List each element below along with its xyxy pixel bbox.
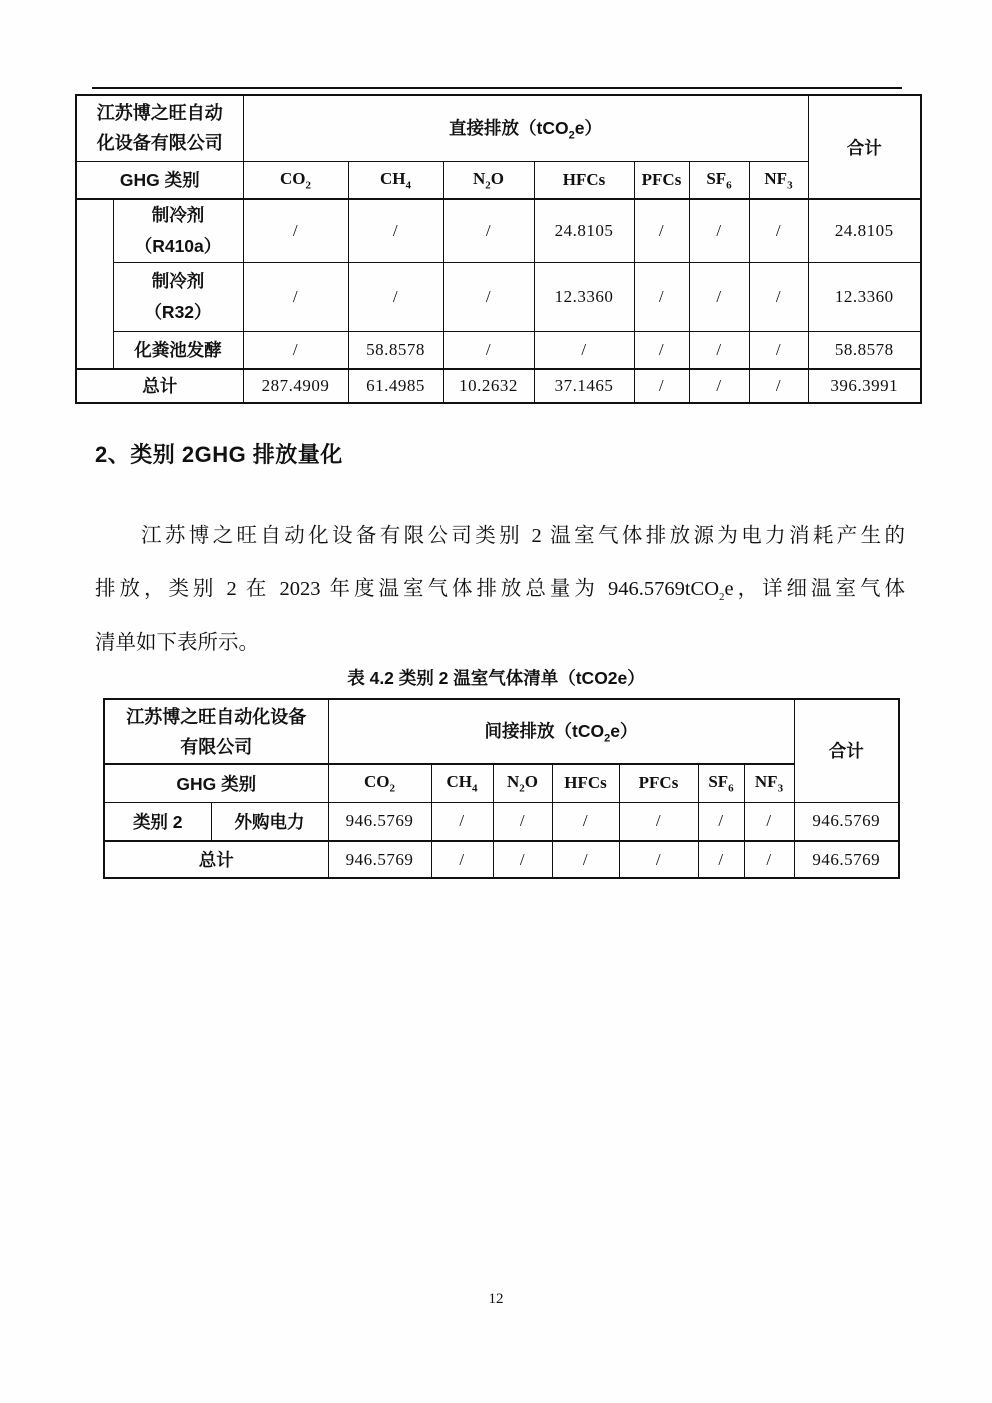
t2-span-header: 间接排放（tCO$_2$e） bbox=[328, 699, 794, 764]
t2-total-pfcs: / bbox=[619, 841, 698, 878]
t1-r3-hfcs: / bbox=[534, 332, 634, 369]
t1-r1-ch4: / bbox=[348, 199, 443, 263]
t2-r1-pfcs: / bbox=[619, 802, 698, 841]
t1-r3-nf3: / bbox=[749, 332, 808, 369]
t2-gas-co2: $CO_2$ bbox=[328, 764, 431, 802]
t2-company-line2: 有限公司 bbox=[180, 736, 253, 757]
t1-r1-hfcs: 24.8105 bbox=[534, 199, 634, 263]
t1-gas-sf6: $SF_6$ bbox=[689, 161, 749, 199]
t1-r1-n2o: / bbox=[443, 199, 534, 263]
indirect-emissions-table bbox=[103, 698, 900, 879]
t1-total-nf3: / bbox=[749, 369, 808, 403]
t2-total-sf6: / bbox=[698, 841, 744, 878]
t2-r1-sf6: / bbox=[698, 802, 744, 841]
t2-gas-sf6: $SF_6$ bbox=[698, 764, 744, 802]
t2-gas-ch4: $CH_4$ bbox=[431, 764, 493, 802]
t1-gas-n2o: $N_2O$ bbox=[443, 161, 534, 199]
t2-r1-hfcs: / bbox=[552, 802, 619, 841]
t1-r1-sf6: / bbox=[689, 199, 749, 263]
table-row bbox=[76, 332, 921, 369]
t1-r2-sf6: / bbox=[689, 263, 749, 332]
t1-total-sum: 396.3991 bbox=[808, 369, 921, 403]
table-total-row bbox=[104, 841, 899, 878]
t1-total-pfcs: / bbox=[634, 369, 689, 403]
t2-ghg-label: GHG 类别 bbox=[104, 764, 328, 802]
t1-r2-pfcs: / bbox=[634, 263, 689, 332]
direct-emissions-table bbox=[75, 94, 922, 404]
t1-total-label: 总计 bbox=[76, 369, 243, 403]
t1-ghg-label: GHG 类别 bbox=[76, 161, 243, 199]
page-number: 12 bbox=[488, 1291, 504, 1307]
t1-r3-n2o: / bbox=[443, 332, 534, 369]
t1-left-spacer-cell bbox=[76, 199, 113, 369]
section-heading: 2、类别 2GHG 排放量化 bbox=[95, 442, 343, 467]
t1-row3-label: 化粪池发酵 bbox=[113, 332, 243, 369]
t2-total-ch4: / bbox=[431, 841, 493, 878]
t1-gas-ch4: $CH_4$ bbox=[348, 161, 443, 199]
t2-gas-nf3: $NF_3$ bbox=[744, 764, 794, 802]
t1-r2-n2o: / bbox=[443, 263, 534, 332]
t1-r3-sf6: / bbox=[689, 332, 749, 369]
t1-r1-pfcs: / bbox=[634, 199, 689, 263]
t1-r1-nf3: / bbox=[749, 199, 808, 263]
t2-gas-n2o: $N_2O$ bbox=[493, 764, 552, 802]
paragraph-line-1: 江苏博之旺自动化设备有限公司类别 2 温室气体排放源为电力消耗产生的 bbox=[141, 525, 905, 547]
t2-r1-n2o: / bbox=[493, 802, 552, 841]
t2-total-sum: 946.5769 bbox=[794, 841, 899, 878]
t2-r1-total: 946.5769 bbox=[794, 802, 899, 841]
t1-span-header: 直接排放（tCO$_2$e） bbox=[243, 95, 808, 161]
t2-source-label: 外购电力 bbox=[211, 802, 328, 841]
t2-total-hfcs: / bbox=[552, 841, 619, 878]
table-row bbox=[104, 802, 899, 841]
t1-total-co2: 287.4909 bbox=[243, 369, 348, 403]
t1-gas-co2: $CO_2$ bbox=[243, 161, 348, 199]
t1-total-col-header: 合计 bbox=[808, 95, 921, 199]
t2-total-label: 总计 bbox=[104, 841, 328, 878]
t1-total-hfcs: 37.1465 bbox=[534, 369, 634, 403]
table-row bbox=[76, 263, 921, 332]
table-4-2-caption: 表 4.2 类别 2 温室气体清单（tCO2e） bbox=[347, 668, 645, 688]
t1-gas-nf3: $NF_3$ bbox=[749, 161, 808, 199]
paragraph-line-3: 清单如下表所示。 bbox=[95, 632, 259, 654]
t2-r1-nf3: / bbox=[744, 802, 794, 841]
t2-gas-hfcs: HFCs bbox=[552, 764, 619, 802]
t1-gas-pfcs: PFCs bbox=[634, 161, 689, 199]
t1-r2-ch4: / bbox=[348, 263, 443, 332]
paragraph-line-2: 排放，类别 2 在 2023 年度温室气体排放总量为 946.5769tCO$_2$e，详细温室气体 bbox=[95, 578, 905, 604]
t1-r1-co2: / bbox=[243, 199, 348, 263]
t1-company-line2: 化设备有限公司 bbox=[96, 133, 223, 154]
t1-total-n2o: 10.2632 bbox=[443, 369, 534, 403]
t2-total-nf3: / bbox=[744, 841, 794, 878]
t1-r1-total: 24.8105 bbox=[808, 199, 921, 263]
t2-total-co2: 946.5769 bbox=[328, 841, 431, 878]
t1-r3-ch4: 58.8578 bbox=[348, 332, 443, 369]
t2-total-col-header: 合计 bbox=[794, 699, 899, 802]
t2-total-n2o: / bbox=[493, 841, 552, 878]
t1-r2-hfcs: 12.3360 bbox=[534, 263, 634, 332]
t2-gas-pfcs: PFCs bbox=[619, 764, 698, 802]
t1-gas-hfcs: HFCs bbox=[534, 161, 634, 199]
t1-r2-co2: / bbox=[243, 263, 348, 332]
t2-company-cell bbox=[104, 699, 328, 764]
t1-r3-total: 58.8578 bbox=[808, 332, 921, 369]
t2-category-label: 类别 2 bbox=[104, 802, 211, 841]
table-row bbox=[76, 199, 921, 263]
t1-r3-pfcs: / bbox=[634, 332, 689, 369]
t1-r3-co2: / bbox=[243, 332, 348, 369]
t2-company-line1: 江苏博之旺自动化设备 bbox=[126, 706, 307, 727]
t1-r2-total: 12.3360 bbox=[808, 263, 921, 332]
t2-r1-ch4: / bbox=[431, 802, 493, 841]
t1-row2-label: 制冷剂 （R32） bbox=[113, 263, 243, 332]
t2-r1-co2: 946.5769 bbox=[328, 802, 431, 841]
t1-company-cell bbox=[76, 95, 243, 161]
t1-total-sf6: / bbox=[689, 369, 749, 403]
top-horizontal-rule bbox=[92, 87, 902, 89]
table-total-row bbox=[76, 369, 921, 403]
t1-row1-label: 制冷剂 （R410a） bbox=[113, 199, 243, 263]
t1-r2-nf3: / bbox=[749, 263, 808, 332]
t1-total-ch4: 61.4985 bbox=[348, 369, 443, 403]
t1-company-line1: 江苏博之旺自动 bbox=[96, 103, 223, 124]
